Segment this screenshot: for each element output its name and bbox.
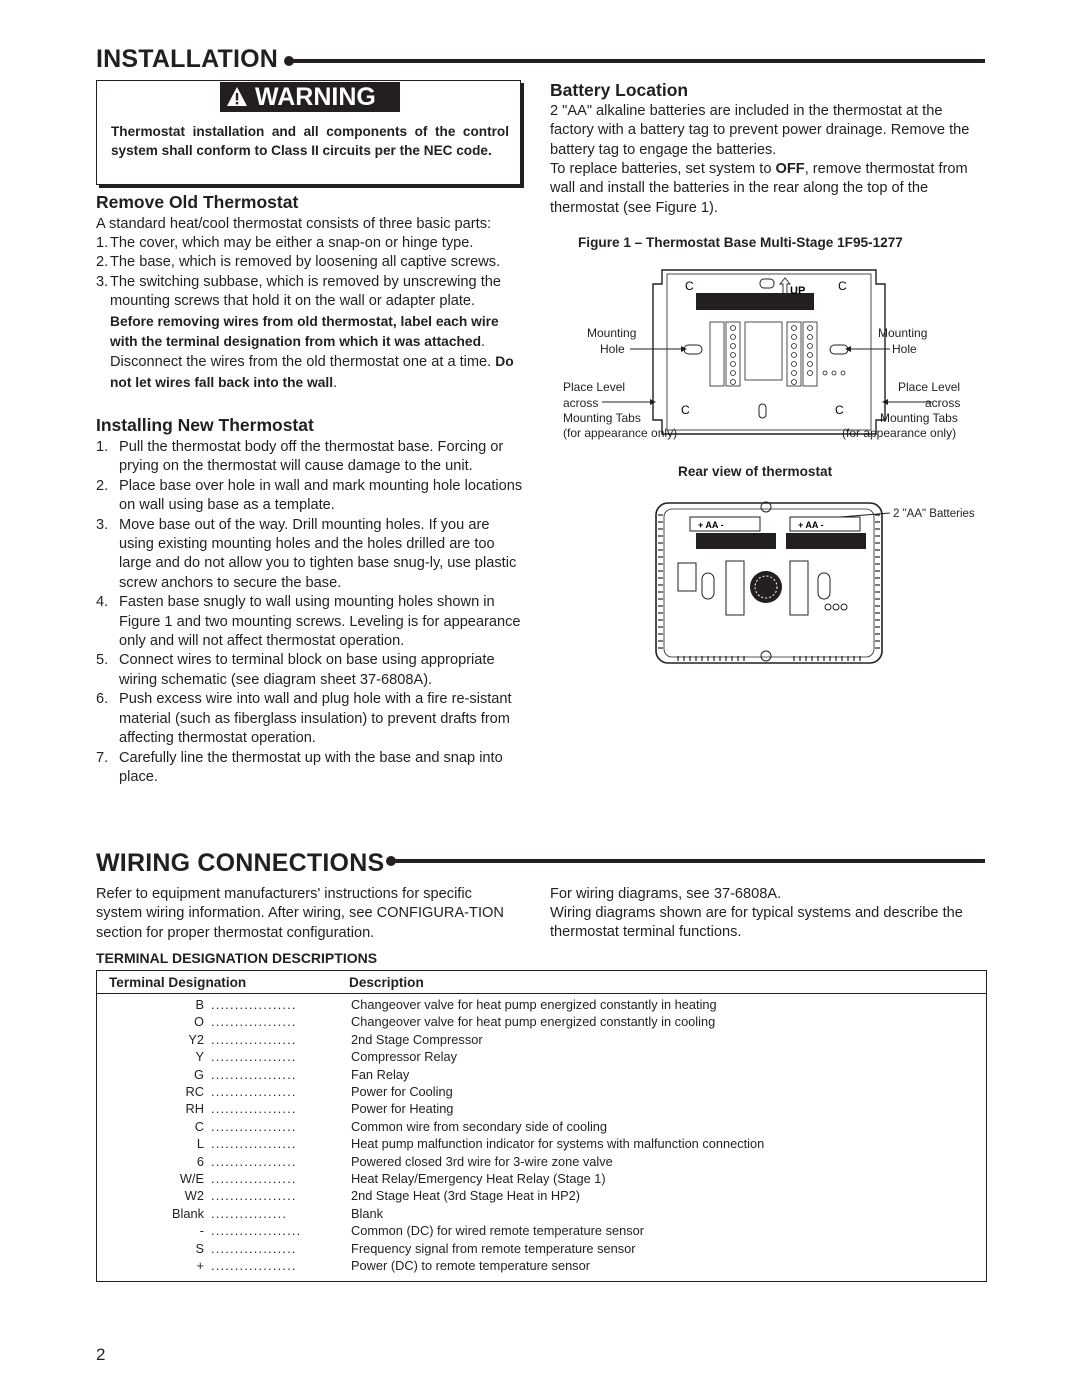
section-rule [389,859,985,863]
leader-dots: .................. [211,997,297,1012]
wiring-paragraph-left: Refer to equipment manufacturers' instructions for specific system wiring information. After wiring, see CONFIGURA-TION section for proper thermostat configuration. [96,886,504,941]
terminal-description: Changeover valve for heat pump energized constantly in heating [351,997,717,1012]
terminal-description: 2nd Stage Heat (3rd Stage Heat in HP2) [351,1188,581,1204]
place-level-left-1: Place Level [563,380,626,394]
table-header [97,971,986,994]
terminal-description: Compressor Relay [351,1049,457,1065]
battery-heading: Battery Location [550,80,689,100]
table-row [97,1240,986,1258]
terminal-description: Heat pump malfunction indicator for systems with malfunction connection [351,1136,765,1152]
leader-dots: .................. [211,1171,297,1186]
rule-cap [284,56,294,66]
place-level-right-1: Place Level [898,380,961,394]
table-row [97,1100,986,1118]
mounting-hole-left-label-2: Hole [600,342,625,356]
place-level-right-3: Mounting Tabs [880,411,958,425]
installing-new-heading: Installing New Thermostat [96,415,314,435]
list-item: 1. The cover, which may be either a snap-on or hinge type. [96,235,474,251]
place-level-right-2: across [925,396,961,410]
terminal-code: - [199,1223,204,1239]
leader-dots: .................. [211,1049,297,1065]
table-row [97,1013,986,1031]
table-row [97,1083,986,1101]
wiring-paragraph-right-2: Wiring diagrams shown are for typical systems and describe the thermostat terminal functions. [550,905,963,941]
table-title: TERMINAL DESIGNATION DESCRIPTIONS [96,950,378,966]
battery-paragraph-1: 2 "AA" alkaline batteries are included in the thermostat at the factory with a battery tag to prevent power drainage. Remove the battery tag to engage the batteries. [550,103,970,158]
leader-dots: .................. [211,1031,297,1047]
place-level-left-4: (for appearance only) [563,426,678,440]
terminal-description: Common wire from secondary side of cooling [351,1118,608,1134]
svg-text:+ AA -: + AA - [798,520,824,530]
leader-dots: .................. [211,1240,297,1256]
place-level-left-3: Mounting Tabs [563,411,641,425]
remove-old-heading: Remove Old Thermostat [96,192,299,212]
terminal-description: Heat Relay/Emergency Heat Relay (Stage 1) [351,1171,606,1186]
svg-text:+ AA -: + AA - [698,520,724,530]
mounting-hole-right-label-2: Hole [892,342,917,356]
terminal-description: Frequency signal from remote temperature sensor [351,1240,636,1256]
terminal-description: Fan Relay [351,1066,410,1082]
figure-caption: Figure 1 – Thermostat Base Multi-Stage 1F95-1277 [578,235,903,250]
terminal-code: L [196,1136,204,1152]
list-item: 7. Carefully line the thermostat up with the base and snap into place. [96,749,503,785]
terminal-code: RC [185,1084,204,1099]
terminal-description: Common (DC) for wired remote temperature sensor [351,1223,644,1239]
table-row [97,996,986,1014]
place-level-right-4: (for appearance only) [842,426,957,440]
rule-cap [386,856,396,866]
terminal-description: Power (DC) to remote temperature sensor [351,1258,590,1273]
rear-view-diagram [650,495,890,671]
list-item: 5. Connect wires to terminal block on base using appropriate wiring schematic (see diagram sheet 37-6808A). [96,652,495,688]
terminal-description: Power for Cooling [351,1084,453,1099]
remove-old-list [96,234,538,393]
svg-text:C: C [685,279,694,293]
place-level-left-2: across [563,396,599,410]
terminal-description: Power for Heating [351,1101,454,1117]
terminal-description: Blank [351,1205,384,1221]
col-terminal-header: Terminal Designation [109,975,247,990]
terminal-description: Changeover valve for heat pump energized constantly in cooling [351,1014,716,1030]
table-row [97,1153,986,1171]
col-description-header: Description [349,975,424,990]
leader-dots: .................. [211,1136,297,1152]
table-row [97,1205,986,1223]
terminal-description: 2nd Stage Compressor [351,1031,483,1047]
batteries-label: 2 "AA" Batteries [893,508,975,520]
terminal-code: RH [185,1101,204,1117]
list-item: 2. The base, which is removed by loosening all captive screws. [96,254,501,271]
terminal-code: Y2 [188,1031,204,1047]
leader-dots: .................. [211,1153,297,1169]
list-item: 3. Move base out of the way. Drill mounting holes. If you are using existing mounting holes and the holes drilled are too large and do not allow you to tighten base snug-ly, use plastic screw anchors to secure the base. [96,516,517,591]
terminal-code: C [194,1118,204,1134]
battery-paragraph-2: To replace batteries, set system to OFF, remove thermostat from wall and install the batteries in the rear along the top of the thermostat (see Figure 1). [550,161,968,216]
terminal-code: G [194,1066,204,1082]
terminal-code: S [195,1240,204,1256]
mounting-hole-left-label-1: Mounting [587,326,637,340]
table-row [97,1170,986,1188]
installation-title: INSTALLATION [96,45,279,73]
table-row [97,1257,986,1275]
list-item: 1. Pull the thermostat body off the thermostat base. Forcing or prying on the thermostat will cause damage to the unit. [96,439,504,475]
list-item: 6. Push excess wire into wall and plug hole with a fire re-sistant material (such as fiberglass insulation) to prevent drafts from affecting thermostat operation. [96,691,512,747]
svg-text:C: C [681,403,690,417]
terminal-code: W2 [184,1188,204,1204]
leader-dots: .................. [211,1258,297,1273]
mounting-hole-right-label-1: Mounting [878,326,928,340]
leader-dots: .................. [211,1118,297,1134]
table-row [97,1187,986,1205]
table-row [97,1031,986,1049]
list-item: 2. Place base over hole in wall and mark mounting hole locations on wall using base as a template. [96,477,523,514]
table-row [97,1066,986,1084]
warning-text: Thermostat installation and all components of the control system shall conform to Class II circuits per the NEC code. [111,124,509,159]
list-item: 3. The switching subbase, which is removed by unscrewing the mounting screws that hold it on the wall or adapter plate. Before removing wires from old thermostat, label each wire with the terminal designation from which it was attached. Disconnect the wires from the old thermostat one at a time. Do not let wires fall back into the wall. [96,273,514,391]
leader-dots: ................ [211,1205,288,1221]
table-row [97,1118,986,1136]
table-row [97,1048,986,1066]
warning-triangle-icon [226,86,248,108]
list-item: 4. Fasten base snugly to wall using mounting holes shown in Figure 1 and two mounting screws. Leveling is for appearance only and will not affect thermostat operation. [96,594,521,650]
terminal-code: W/E [179,1171,204,1186]
leader-dots: .................. [211,1066,297,1082]
terminal-code: O [194,1014,204,1030]
warning-label: WARNING [220,82,400,112]
rear-view-caption: Rear view of thermostat [678,464,833,479]
terminal-code: + [196,1258,204,1273]
leader-dots: .................. [211,1014,297,1030]
svg-text:C: C [835,403,844,417]
leader-dots: .................. [211,1188,297,1204]
installing-new-list [96,438,528,787]
remove-old-intro: A standard heat/cool thermostat consists of three basic parts: [96,216,492,232]
leader-dots: .................. [211,1101,297,1117]
terminal-code: 6 [196,1153,204,1169]
terminal-code: B [195,997,204,1012]
section-rule [287,59,985,63]
terminal-code: Blank [171,1205,204,1221]
page-number: 2 [96,1345,106,1364]
svg-text:C: C [838,279,847,293]
table-row [97,1135,986,1153]
leader-dots: ................... [211,1223,302,1239]
table-row [97,1222,986,1240]
wiring-paragraph-right-1: For wiring diagrams, see 37-6808A. [550,886,782,902]
wiring-title: WIRING CONNECTIONS [96,849,385,877]
terminal-description: Powered closed 3rd wire for 3-wire zone valve [351,1153,613,1169]
terminal-table [96,970,987,1282]
terminal-code: Y [195,1049,204,1065]
up-label: UP [790,285,806,297]
leader-dots: .................. [211,1084,297,1099]
